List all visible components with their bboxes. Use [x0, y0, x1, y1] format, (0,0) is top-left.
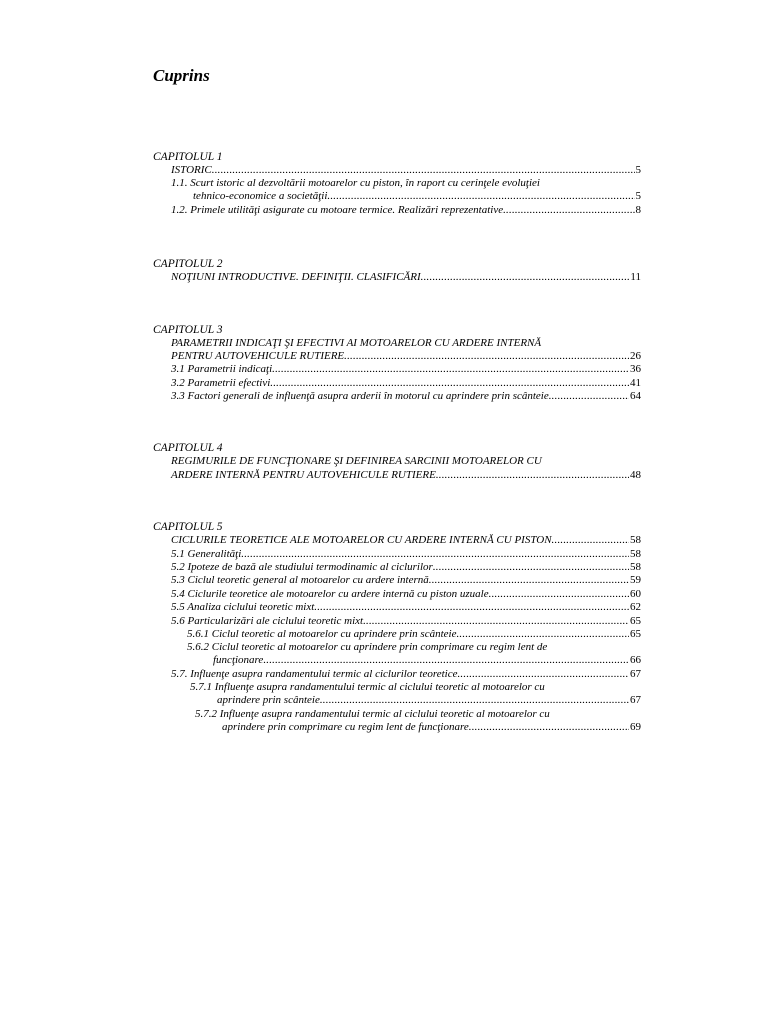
- toc-entry[interactable]: 3.2 Parametrii efectivi ..... 41: [171, 377, 641, 390]
- toc-entry[interactable]: 5.2 Ipoteze de bază ale studiului termodinamic al ciclurilor ..... 58: [171, 561, 641, 574]
- toc-entry[interactable]: 3.1 Parametrii indicaţi ..... 36: [171, 363, 641, 376]
- toc-entry[interactable]: aprindere prin scânteie ..... 67: [217, 694, 641, 707]
- chapter-3-heading: CAPITOLUL 3: [153, 324, 223, 336]
- toc-entry[interactable]: ARDERE INTERNĂ PENTRU AUTOVEHICULE RUTIERE ..... 48: [171, 469, 641, 482]
- toc-entry[interactable]: PENTRU AUTOVEHICULE RUTIERE ..... 26: [171, 350, 641, 363]
- toc-entry[interactable]: funcţionare ..... 66: [213, 654, 641, 667]
- toc-entry[interactable]: 5.7. Influenţe asupra randamentului termic al ciclurilor teoretice ..... 67: [171, 668, 641, 681]
- toc-entry[interactable]: 5.3 Ciclul teoretic general al motoarelor cu ardere internă ..... 59: [171, 574, 641, 587]
- toc-entry[interactable]: CICLURILE TEORETICE ALE MOTOARELOR CU ARDERE INTERNĂ CU PISTON ..... 58: [171, 534, 641, 547]
- toc-entry[interactable]: 5.1 Generalităţi ..... 58: [171, 548, 641, 561]
- toc-entry[interactable]: 5.4 Ciclurile teoretice ale motoarelor cu ardere internă cu piston uzuale ..... 60: [171, 588, 641, 601]
- chapter-2-heading: CAPITOLUL 2: [153, 258, 223, 270]
- chapter-1-heading: CAPITOLUL 1: [153, 151, 223, 163]
- chapter-4-heading: CAPITOLUL 4: [153, 442, 223, 454]
- toc-entry[interactable]: NOŢIUNI INTRODUCTIVE. DEFINIŢII. CLASIFICĂRI ..... 11: [171, 271, 641, 284]
- toc-entry-line: 1.1. Scurt istoric al dezvoltării motoarelor cu piston, în raport cu cerinţele evoluţiei: [171, 177, 540, 189]
- chapter-5-heading: CAPITOLUL 5: [153, 521, 223, 533]
- toc-entry[interactable]: 1.2. Primele utilităţi asigurate cu motoare termice. Realizări reprezentative ..... 8: [171, 204, 641, 217]
- toc-entry-line: 5.7.2 Influenţe asupra randamentului termic al ciclului teoretic al motoarelor cu: [195, 708, 550, 720]
- toc-entry[interactable]: 5.6.1 Ciclul teoretic al motoarelor cu aprindere prin scânteie ..... 65: [187, 628, 641, 641]
- toc-entry-line: 5.7.1 Influenţe asupra randamentului termic al ciclului teoretic al motoarelor cu: [190, 681, 545, 693]
- toc-entry[interactable]: tehnico-economice a societăţii ..... 5: [193, 190, 641, 203]
- toc-entry[interactable]: 5.6 Particularizări ale ciclului teoretic mixt ..... 65: [171, 615, 641, 628]
- toc-entry[interactable]: ISTORIC ..... 5: [171, 164, 641, 177]
- toc-entry[interactable]: aprindere prin comprimare cu regim lent de funcţionare ..... 69: [222, 721, 641, 734]
- toc-entry-line: REGIMURILE DE FUNCŢIONARE ŞI DEFINIREA SARCINII MOTOARELOR CU: [171, 455, 542, 467]
- page-title: Cuprins: [153, 66, 210, 85]
- toc-entry[interactable]: 3.3 Factori generali de influenţă asupra arderii în motorul cu aprindere prin scânteie ..... 64: [171, 390, 641, 403]
- toc-entry-line: 5.6.2 Ciclul teoretic al motoarelor cu aprindere prin comprimare cu regim lent de: [187, 641, 548, 653]
- toc-entry[interactable]: 5.5 Analiza ciclului teoretic mixt ..... 62: [171, 601, 641, 614]
- toc-entry-line: PARAMETRII INDICAŢI ŞI EFECTIVI AI MOTOARELOR CU ARDERE INTERNĂ: [171, 337, 542, 349]
